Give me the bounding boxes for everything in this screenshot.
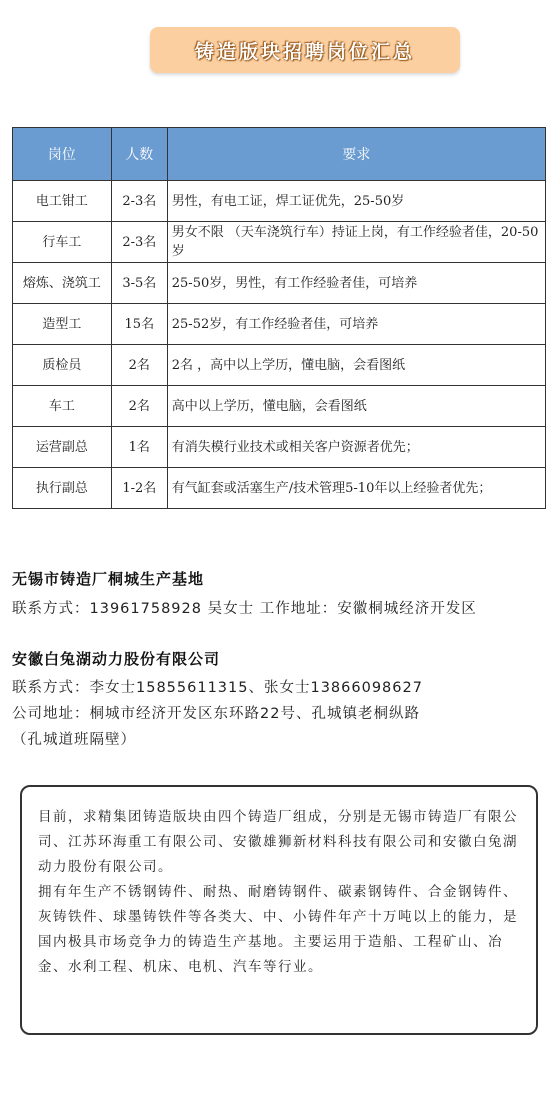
table-row [13,345,546,386]
company2-address: 公司地址：桐城市经济开发区东环路22号、孔城镇老桐纵路 [12,706,420,722]
cell-requirement: 男女不限 （天车浇筑行车）持证上岗，有工作经验者佳，20-50岁 [167,222,545,263]
cell-requirement: 男性，有电工证，焊工证优先，25-50岁 [167,181,545,222]
cell-position: 行车工 [13,222,112,263]
company1-name: 无锡市铸造厂桐城生产基地 [12,570,205,588]
cell-position: 电工钳工 [13,181,112,222]
company2-contact: 联系方式：李女士15855611315、张女士13866098627 [12,680,423,696]
table-row [13,386,546,427]
cell-position: 熔炼、浇筑工 [13,263,112,304]
job-table [12,127,546,509]
table-row [13,304,546,345]
description-box [20,785,538,1035]
table-row [13,427,546,468]
company1-block [12,568,552,618]
cell-requirement: 25-52岁，有工作经验者佳，可培养 [167,304,545,345]
banner-title: 铸造版块招聘岗位汇总 [194,41,415,63]
table-row [13,222,546,263]
cell-position: 车工 [13,386,112,427]
cell-count: 15名 [111,304,167,345]
cell-position: 运营副总 [13,427,112,468]
cell-count: 2-3名 [111,181,167,222]
header-position: 岗位 [13,128,112,181]
description-paragraph-1: 目前，求精集团铸造版块由四个铸造厂组成，分别是无锡市铸造厂有限公司、江苏环海重工有限公司、安徽雄狮新材料科技有限公司和安徽白兔湖动力股份有限公司。 [38,809,518,875]
cell-count: 3-5名 [111,263,167,304]
table-row [13,468,546,509]
table-row [13,263,546,304]
description-paragraph-2: 拥有年生产不锈钢铸件、耐热、耐磨铸钢件、碳素钢铸件、合金钢铸件、灰铸铁件、球墨铸铁件等各类大、中、小铸件年产十万吨以上的能力，是国内极具市场竞争力的铸造生产基地。主要运用于造船、工程矿山、冶金、水利工程、机床、电机、汽车等行业。 [38,884,518,975]
company2-address-note: （孔城道班隔壁） [12,732,136,748]
company2-name: 安徽白兔湖动力股份有限公司 [12,650,221,668]
cell-count: 2名 [111,345,167,386]
company1-contact: 联系方式：13961758928 吴女士 工作地址：安徽桐城经济开发区 [12,601,477,617]
cell-requirement: 有消失模行业技术或相关客户资源者优先； [167,427,545,468]
cell-position: 质检员 [13,345,112,386]
cell-count: 2-3名 [111,222,167,263]
cell-count: 2名 [111,386,167,427]
cell-requirement: 2名 ，高中以上学历，懂电脑，会看图纸 [167,345,545,386]
company2-block [12,648,552,749]
cell-count: 1-2名 [111,468,167,509]
cell-count: 1名 [111,427,167,468]
table-row [13,181,546,222]
cell-requirement: 有气缸套或活塞生产/技术管理5-10年以上经验者优先； [167,468,545,509]
banner-area [0,0,560,100]
table-header-row [13,128,546,181]
cell-position: 造型工 [13,304,112,345]
cell-requirement: 25-50岁，男性，有工作经验者佳，可培养 [167,263,545,304]
cell-requirement: 高中以上学历，懂电脑，会看图纸 [167,386,545,427]
header-requirement: 要求 [167,128,545,181]
cell-position: 执行副总 [13,468,112,509]
header-count: 人数 [111,128,167,181]
